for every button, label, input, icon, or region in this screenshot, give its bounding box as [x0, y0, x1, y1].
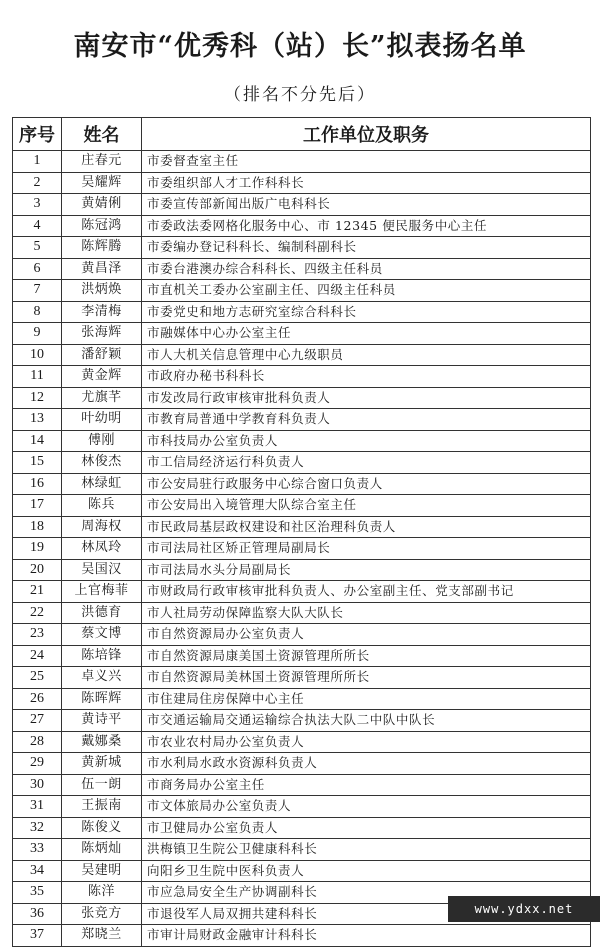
- row-position: 市委宣传部新闻出版广电科科长: [142, 194, 591, 216]
- row-index: 18: [13, 516, 62, 538]
- row-index: 14: [13, 430, 62, 452]
- row-name: 陈培锋: [62, 645, 142, 667]
- row-position: 市司法局社区矫正管理局副局长: [142, 538, 591, 560]
- table-row: [13, 710, 591, 732]
- row-index: 7: [13, 280, 62, 302]
- name-list-table: [12, 117, 591, 947]
- row-index: 10: [13, 344, 62, 366]
- row-index: 28: [13, 731, 62, 753]
- table-row: [13, 753, 591, 775]
- table-row: [13, 280, 591, 302]
- row-position: 市委组织部人才工作科科长: [142, 172, 591, 194]
- row-index: 16: [13, 473, 62, 495]
- row-position: 市交通运输局交通运输综合执法大队二中队中队长: [142, 710, 591, 732]
- header-name: 姓名: [62, 118, 142, 151]
- row-position: 市委督查室主任: [142, 151, 591, 173]
- row-name: 周海权: [62, 516, 142, 538]
- row-position: 市应急局安全生产协调副科长: [142, 882, 591, 904]
- row-name: 吴耀辉: [62, 172, 142, 194]
- row-index: 32: [13, 817, 62, 839]
- row-position: 市住建局住房保障中心主任: [142, 688, 591, 710]
- row-name: 李清梅: [62, 301, 142, 323]
- row-position: 市审计局财政金融审计科科长: [142, 925, 591, 947]
- row-index: 19: [13, 538, 62, 560]
- row-index: 34: [13, 860, 62, 882]
- row-index: 1: [13, 151, 62, 173]
- row-index: 31: [13, 796, 62, 818]
- row-index: 12: [13, 387, 62, 409]
- row-position: 市农业农村局办公室负责人: [142, 731, 591, 753]
- row-position: 市委编办登记科科长、编制科副科长: [142, 237, 591, 259]
- row-name: 伍一朗: [62, 774, 142, 796]
- row-name: 洪炳焕: [62, 280, 142, 302]
- table-header-row: [13, 118, 591, 151]
- page-title: 南安市“优秀科（站）长”拟表扬名单: [73, 31, 527, 62]
- row-position: 市人大机关信息管理中心九级职员: [142, 344, 591, 366]
- row-name: 卓义兴: [62, 667, 142, 689]
- row-index: 8: [13, 301, 62, 323]
- row-name: 黄金辉: [62, 366, 142, 388]
- table-row: [13, 860, 591, 882]
- row-index: 26: [13, 688, 62, 710]
- table-row: [13, 624, 591, 646]
- row-index: 15: [13, 452, 62, 474]
- table-row: [13, 409, 591, 431]
- row-name: 庄春元: [62, 151, 142, 173]
- page-subtitle: （排名不分先后）: [224, 85, 376, 105]
- table-row: [13, 151, 591, 173]
- row-index: 3: [13, 194, 62, 216]
- header-position: 工作单位及职务: [142, 118, 591, 151]
- row-position: 市财政局行政审核审批科负责人、办公室副主任、党支部副书记: [142, 581, 591, 603]
- row-name: 傅刚: [62, 430, 142, 452]
- row-name: 张竞方: [62, 903, 142, 925]
- row-position: 市自然资源局办公室负责人: [142, 624, 591, 646]
- row-name: 潘舒颖: [62, 344, 142, 366]
- row-index: 25: [13, 667, 62, 689]
- row-name: 戴娜桑: [62, 731, 142, 753]
- row-name: 陈洋: [62, 882, 142, 904]
- row-index: 17: [13, 495, 62, 517]
- row-position: 市直机关工委办公室副主任、四级主任科员: [142, 280, 591, 302]
- row-position: 洪梅镇卫生院公卫健康科科长: [142, 839, 591, 861]
- row-name: 陈俊义: [62, 817, 142, 839]
- row-position: 市司法局水头分局副局长: [142, 559, 591, 581]
- row-index: 20: [13, 559, 62, 581]
- table-row: [13, 387, 591, 409]
- row-name: 陈辉腾: [62, 237, 142, 259]
- row-name: 林绿虹: [62, 473, 142, 495]
- table-row: [13, 602, 591, 624]
- row-name: 黄婧俐: [62, 194, 142, 216]
- table-row: [13, 731, 591, 753]
- row-index: 36: [13, 903, 62, 925]
- row-position: 市教育局普通中学教育科负责人: [142, 409, 591, 431]
- table-row: [13, 839, 591, 861]
- row-index: 37: [13, 925, 62, 947]
- table-row: [13, 581, 591, 603]
- table-row: [13, 688, 591, 710]
- row-index: 27: [13, 710, 62, 732]
- row-index: 21: [13, 581, 62, 603]
- row-index: 13: [13, 409, 62, 431]
- row-index: 23: [13, 624, 62, 646]
- row-position: 市委政法委网格化服务中心、市 12345 便民服务中心主任: [142, 215, 591, 237]
- table-row: [13, 344, 591, 366]
- row-position: 向阳乡卫生院中医科负责人: [142, 860, 591, 882]
- row-position: 市融媒体中心办公室主任: [142, 323, 591, 345]
- table-row: [13, 538, 591, 560]
- table-row: [13, 323, 591, 345]
- table-row: [13, 430, 591, 452]
- header-index: 序号: [13, 118, 62, 151]
- table-row: [13, 258, 591, 280]
- row-index: 33: [13, 839, 62, 861]
- row-position: 市文体旅局办公室负责人: [142, 796, 591, 818]
- row-name: 蔡文博: [62, 624, 142, 646]
- row-position: 市科技局办公室负责人: [142, 430, 591, 452]
- row-name: 吴国汉: [62, 559, 142, 581]
- row-position: 市卫健局办公室负责人: [142, 817, 591, 839]
- table-row: [13, 366, 591, 388]
- table-row: [13, 452, 591, 474]
- table-row: [13, 559, 591, 581]
- row-position: 市发改局行政审核审批科负责人: [142, 387, 591, 409]
- table-row: [13, 925, 591, 947]
- row-name: 王振南: [62, 796, 142, 818]
- row-index: 6: [13, 258, 62, 280]
- row-position: 市民政局基层政权建设和社区治理科负责人: [142, 516, 591, 538]
- row-position: 市公安局驻行政服务中心综合窗口负责人: [142, 473, 591, 495]
- row-name: 陈兵: [62, 495, 142, 517]
- row-position: 市水利局水政水资源科负责人: [142, 753, 591, 775]
- table-row: [13, 301, 591, 323]
- row-name: 叶幼明: [62, 409, 142, 431]
- row-index: 22: [13, 602, 62, 624]
- row-position: 市人社局劳动保障监察大队大队长: [142, 602, 591, 624]
- table-row: [13, 796, 591, 818]
- row-name: 张海辉: [62, 323, 142, 345]
- row-index: 11: [13, 366, 62, 388]
- row-index: 30: [13, 774, 62, 796]
- table-row: [13, 667, 591, 689]
- row-name: 洪德育: [62, 602, 142, 624]
- row-position: 市公安局出入境管理大队综合室主任: [142, 495, 591, 517]
- row-index: 2: [13, 172, 62, 194]
- row-name: 尤旗芊: [62, 387, 142, 409]
- table-row: [13, 473, 591, 495]
- table-row: [13, 495, 591, 517]
- row-position: 市委党史和地方志研究室综合科科长: [142, 301, 591, 323]
- row-name: 黄诗平: [62, 710, 142, 732]
- table-row: [13, 215, 591, 237]
- row-index: 24: [13, 645, 62, 667]
- row-name: 黄昌泽: [62, 258, 142, 280]
- row-position: 市自然资源局康美国土资源管理所所长: [142, 645, 591, 667]
- row-index: 35: [13, 882, 62, 904]
- row-name: 陈炳灿: [62, 839, 142, 861]
- table-row: [13, 774, 591, 796]
- row-position: 市自然资源局美林国土资源管理所所长: [142, 667, 591, 689]
- row-name: 吴建明: [62, 860, 142, 882]
- row-index: 4: [13, 215, 62, 237]
- row-name: 林凤玲: [62, 538, 142, 560]
- row-index: 5: [13, 237, 62, 259]
- table-row: [13, 237, 591, 259]
- row-position: 市商务局办公室主任: [142, 774, 591, 796]
- table-row: [13, 516, 591, 538]
- row-position: 市工信局经济运行科负责人: [142, 452, 591, 474]
- row-index: 9: [13, 323, 62, 345]
- site-watermark: www.ydxx.net: [448, 896, 600, 922]
- row-name: 陈冠鸿: [62, 215, 142, 237]
- table-row: [13, 194, 591, 216]
- row-index: 29: [13, 753, 62, 775]
- row-position: 市退役军人局双拥共建科科长: [142, 903, 591, 925]
- row-name: 郑晓兰: [62, 925, 142, 947]
- row-position: 市委台港澳办综合科科长、四级主任科员: [142, 258, 591, 280]
- table-row: [13, 817, 591, 839]
- row-name: 黄新城: [62, 753, 142, 775]
- row-name: 陈晖辉: [62, 688, 142, 710]
- row-name: 上官梅菲: [62, 581, 142, 603]
- row-position: 市政府办秘书科科长: [142, 366, 591, 388]
- table-row: [13, 645, 591, 667]
- row-name: 林俊杰: [62, 452, 142, 474]
- table-row: [13, 172, 591, 194]
